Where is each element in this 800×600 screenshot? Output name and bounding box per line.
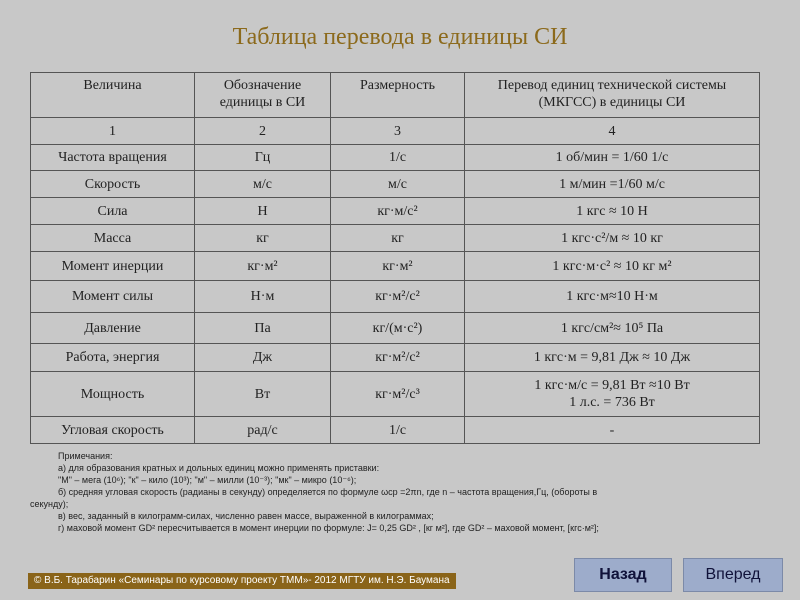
table-row bbox=[31, 372, 760, 417]
table-row bbox=[31, 252, 760, 281]
column-number: 3 bbox=[331, 118, 465, 145]
cell-quantity: Частота вращения bbox=[31, 145, 195, 171]
cell-si-unit: Н·м bbox=[195, 281, 331, 313]
cell-dimension: кг bbox=[331, 225, 465, 252]
cell-quantity: Скорость bbox=[31, 171, 195, 198]
cell-dimension: кг·м²/с² bbox=[331, 344, 465, 372]
cell-si-unit: Вт bbox=[195, 372, 331, 417]
cell-si-unit: кг bbox=[195, 225, 331, 252]
header-si-unit: Обозначение единицы в СИ bbox=[195, 73, 331, 118]
cell-dimension: кг/(м·с²) bbox=[331, 313, 465, 344]
note-a-line-1: а) для образования кратных и дольных единиц можно применять приставки: bbox=[58, 463, 380, 473]
cell-dimension: кг·м/с² bbox=[331, 198, 465, 225]
cell-si-unit: Дж bbox=[195, 344, 331, 372]
cell-conversion: 1 кгс ≈ 10 Н bbox=[465, 198, 760, 225]
cell-quantity: Работа, энергия bbox=[31, 344, 195, 372]
cell-conversion: - bbox=[465, 417, 760, 444]
table-row bbox=[31, 145, 760, 171]
cell-conversion: 1 кгс·м = 9,81 Дж ≈ 10 Дж bbox=[465, 344, 760, 372]
cell-dimension: кг·м² bbox=[331, 252, 465, 281]
copyright-footer: © В.Б. Тарабарин «Семинары по курсовому проекту ТММ»- 2012 МГТУ им. Н.Э. Баумана bbox=[28, 573, 456, 589]
cell-conversion: 1 кгс·м·с² ≈ 10 кг м² bbox=[465, 252, 760, 281]
cell-conversion: 1 м/мин =1/60 м/с bbox=[465, 171, 760, 198]
cell-dimension: 1/с bbox=[331, 145, 465, 171]
cell-conversion: 1 кгс·м/с = 9,81 Вт ≈10 Вт 1 л.с. = 736 Вт bbox=[465, 372, 760, 417]
table-row bbox=[31, 171, 760, 198]
cell-quantity: Момент силы bbox=[31, 281, 195, 313]
header-dimension: Размерность bbox=[331, 73, 465, 118]
cell-quantity: Мощность bbox=[31, 372, 195, 417]
column-number: 1 bbox=[31, 118, 195, 145]
cell-quantity: Давление bbox=[31, 313, 195, 344]
note-b-line-1: б) средняя угловая скорость (радианы в секунду) определяется по формуле ωср =2πn, где n – частота вращения,Гц, (обороты в bbox=[58, 487, 598, 497]
table-row bbox=[31, 417, 760, 444]
cell-si-unit: Гц bbox=[195, 145, 331, 171]
table-row bbox=[31, 281, 760, 313]
notes-heading: Примечания: bbox=[58, 451, 113, 461]
cell-quantity: Масса bbox=[31, 225, 195, 252]
cell-dimension: кг·м²/с³ bbox=[331, 372, 465, 417]
cell-conversion: 1 кгс·с²/м ≈ 10 кг bbox=[465, 225, 760, 252]
column-number: 2 bbox=[195, 118, 331, 145]
cell-dimension: 1/с bbox=[331, 417, 465, 444]
cell-si-unit: Па bbox=[195, 313, 331, 344]
cell-quantity: Сила bbox=[31, 198, 195, 225]
forward-button[interactable]: Вперед bbox=[683, 558, 783, 592]
cell-quantity: Момент инерции bbox=[31, 252, 195, 281]
cell-si-unit: кг·м² bbox=[195, 252, 331, 281]
note-c: в) вес, заданный в килограмм-силах, численно равен массе, выраженной в килограммах; bbox=[58, 511, 434, 521]
page-title: Таблица перевода в единицы СИ bbox=[232, 24, 568, 50]
cell-dimension: м/с bbox=[331, 171, 465, 198]
cell-conversion: 1 кгс/см²≈ 10⁵ Па bbox=[465, 313, 760, 344]
note-a-line-2: "М" – мега (10⁶); "к" – кило (10³); "м" – милли (10⁻³); "мк" – микро (10⁻⁶); bbox=[58, 475, 357, 485]
column-number-row bbox=[31, 118, 760, 145]
si-conversion-table bbox=[30, 72, 760, 444]
back-button[interactable]: Назад bbox=[574, 558, 672, 592]
column-number: 4 bbox=[465, 118, 760, 145]
table-row bbox=[31, 198, 760, 225]
header-conversion: Перевод единиц технической системы (МКГСС) в единицы СИ bbox=[465, 73, 760, 118]
header-quantity: Величина bbox=[31, 73, 195, 118]
note-d: г) маховой момент GD² пересчитывается в момент инерции по формуле: J= 0,25 GD² , [кг м²], где GD² – маховой момент, [кгс·м²]; bbox=[58, 523, 599, 533]
cell-si-unit: рад/с bbox=[195, 417, 331, 444]
table-row bbox=[31, 313, 760, 344]
cell-si-unit: Н bbox=[195, 198, 331, 225]
table-row bbox=[31, 225, 760, 252]
table-header-row bbox=[31, 73, 760, 118]
cell-conversion: 1 кгс·м≈10 Н·м bbox=[465, 281, 760, 313]
table-row bbox=[31, 344, 760, 372]
cell-si-unit: м/с bbox=[195, 171, 331, 198]
note-b-line-2: секунду); bbox=[30, 499, 69, 509]
cell-quantity: Угловая скорость bbox=[31, 417, 195, 444]
notes-block bbox=[30, 450, 760, 534]
cell-dimension: кг·м²/с² bbox=[331, 281, 465, 313]
cell-conversion: 1 об/мин = 1/60 1/с bbox=[465, 145, 760, 171]
